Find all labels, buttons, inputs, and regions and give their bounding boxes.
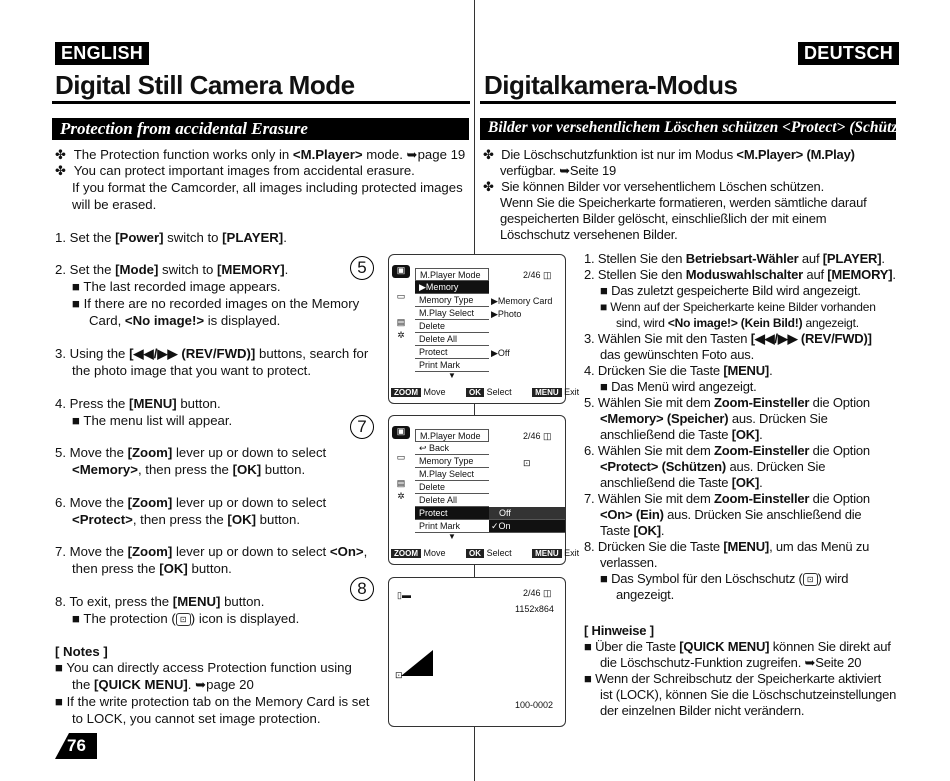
protect-value: ▶Off — [491, 348, 510, 358]
de-step-6-line-2: <Protect> (Schützen) aus. Drücken Sie — [600, 459, 826, 474]
menu-item-delete-all[interactable]: Delete All — [415, 333, 489, 346]
image-resolution: 1152x864 — [515, 604, 554, 614]
square-bullet-icon: ■ — [600, 379, 608, 394]
de-step-5-line-3: anschließend die Taste [OK]. — [600, 427, 763, 442]
de-note-2-line-3: der einzelnen Bilder nicht verändern. — [600, 703, 805, 718]
file-number: 100-0002 — [515, 700, 554, 710]
screen-number-7: 7 — [350, 415, 374, 439]
player-mode-icon: ▣ — [392, 265, 410, 278]
scroll-down-icon: ▼ — [448, 532, 456, 541]
de-bullet-2-line-3: gespeicherten Bilder gelöscht, einschließlich der mit einem — [500, 211, 827, 226]
player-mode-icon: ▣ — [392, 426, 410, 439]
de-step-4a: ■ Das Menü wird angezeigt. — [600, 379, 757, 394]
ok-key: OK — [466, 388, 484, 397]
image-counter: 2/46 ◫ — [523, 431, 552, 441]
en-step-3: 3. Using the [◀◀/▶▶ (REV/FWD)] buttons, search for — [55, 346, 369, 361]
de-note-1: ■ Über die Taste [QUICK MENU] können Sie direkt auf — [584, 639, 891, 654]
en-step-6-line-2: <Protect>, then press the [OK] button. — [72, 512, 300, 527]
de-step-1: 1. Stellen Sie den Betriebsart-Wähler auf [PLAYER]. — [584, 251, 885, 266]
card-icon: ◫ — [543, 270, 552, 280]
memory-icon: ▭ — [396, 452, 406, 462]
de-step-7: 7. Wählen Sie mit dem Zoom-Einsteller die Option — [584, 491, 870, 506]
menu-key: MENU — [532, 549, 562, 558]
en-bullet-2-line-2: If you format the Camcorder, all images including protected images — [72, 180, 463, 195]
en-note-2: ■ If the write protection tab on the Memory Card is set — [55, 694, 370, 709]
en-step-7-line-2: then press the [OK] button. — [72, 561, 232, 576]
mplay-select-value: ▶Photo — [491, 309, 522, 319]
en-step-2b-line-2: Card, <No image!> is displayed. — [89, 313, 281, 328]
en-step-3-line-2: the photo image that you want to protect. — [72, 363, 311, 378]
en-step-6: 6. Move the [Zoom] lever up or down to select — [55, 495, 327, 510]
title-rule-de — [480, 101, 896, 104]
de-step-5-line-2: <Memory> (Speicher) aus. Drücken Sie — [600, 411, 828, 426]
menu-item-memory[interactable]: ▶Memory — [415, 281, 489, 294]
section-title-en: Protection from accidental Erasure — [52, 118, 469, 140]
en-bullet-2-line-3: will be erased. — [72, 197, 157, 212]
option-off[interactable]: Off — [489, 507, 565, 520]
image-counter: 2/46 ◫ — [523, 588, 552, 598]
menu-item-protect[interactable]: Protect — [415, 346, 489, 359]
en-step-5: 5. Move the [Zoom] lever up or down to select — [55, 445, 327, 460]
cross-bullet-icon: ✤ — [55, 147, 67, 162]
de-step-6: 6. Wählen Sie mit dem Zoom-Einsteller die Option — [584, 443, 870, 458]
battery-icon: ▯▬ — [397, 590, 411, 600]
en-note-2-line-2: to LOCK, you cannot set image protection. — [72, 711, 321, 726]
cross-bullet-icon: ✤ — [483, 147, 494, 162]
menu-item-mplay-select[interactable]: M.Play Select — [415, 307, 489, 320]
cross-bullet-icon: ✤ — [55, 163, 67, 178]
en-note-1-line-2: the [QUICK MENU]. ➥page 20 — [72, 677, 254, 692]
en-notes-title: [ Notes ] — [55, 644, 108, 659]
menu-item-protect[interactable]: Protect — [415, 507, 489, 520]
en-step-8a: ■ The protection ( ⊡ ) icon is displayed. — [72, 611, 300, 626]
gear-icon: ✲ — [397, 330, 405, 340]
en-step-7: 7. Move the [Zoom] lever up or down to select <On>, — [55, 544, 368, 559]
de-step-8a: ■ Das Symbol für den Löschschutz ( ⊡ ) wird — [600, 571, 849, 586]
screen-footer: ZOOM Move OK Select MENU Exit — [391, 387, 563, 399]
menu-item-print-mark[interactable]: Print Mark — [415, 359, 489, 372]
protect-lock-icon: ⊡ — [176, 613, 191, 626]
screen-5-menu — [388, 254, 580, 404]
option-on[interactable]: ✓On — [489, 520, 565, 533]
title-rule-en — [52, 101, 470, 104]
de-bullet-2-line-4: Löschschutz versehenen Bilder. — [500, 227, 678, 242]
square-bullet-icon: ■ — [72, 611, 80, 626]
page-number — [55, 733, 97, 759]
protect-options — [489, 507, 565, 533]
menu-item-mplay-select[interactable]: M.Play Select — [415, 468, 489, 481]
square-bullet-icon: ■ — [600, 571, 608, 586]
screen-footer: ZOOM Move OK Select MENU Exit — [391, 548, 563, 560]
screen-number-5: 5 — [350, 256, 374, 280]
square-bullet-icon: ■ — [55, 694, 63, 709]
de-step-5: 5. Wählen Sie mit dem Zoom-Einsteller die Option — [584, 395, 870, 410]
menu-item-delete[interactable]: Delete — [415, 481, 489, 494]
square-bullet-icon: ■ — [55, 660, 63, 675]
en-note-1: ■ You can directly access Protection function using — [55, 660, 352, 675]
square-bullet-icon: ■ — [72, 413, 80, 428]
screen-number-8: 8 — [350, 577, 374, 601]
de-notes-title: [ Hinweise ] — [584, 623, 654, 638]
menu-item-print-mark[interactable]: Print Mark — [415, 520, 489, 533]
menu-item-memory-type[interactable]: Memory Type — [415, 455, 489, 468]
card-icon: ◫ — [543, 588, 552, 598]
side-icons — [392, 426, 410, 504]
de-step-8: 8. Drücken Sie die Taste [MENU], um das Menü zu — [584, 539, 870, 554]
de-step-2: 2. Stellen Sie den Moduswahlschalter auf [MEMORY]. — [584, 267, 896, 282]
page-number-text: 76 — [67, 736, 86, 755]
square-bullet-icon: ■ — [584, 639, 592, 654]
de-step-6-line-3: anschließend die Taste [OK]. — [600, 475, 763, 490]
protect-lock-icon: ⊡ — [395, 670, 403, 680]
section-title-de: Bilder vor versehentlichem Löschen schützen <Protect> (Schützen) — [480, 118, 896, 140]
menu-item-delete[interactable]: Delete — [415, 320, 489, 333]
zoom-key: ZOOM — [391, 388, 421, 397]
menu-header: M.Player Mode — [415, 429, 489, 442]
memory-icon: ▭ — [396, 291, 406, 301]
de-step-7-line-3: Taste [OK]. — [600, 523, 665, 538]
de-step-2a: ■ Das zuletzt gespeicherte Bild wird angezeigt. — [600, 283, 861, 298]
side-icons — [392, 265, 410, 343]
screen-7-menu — [388, 415, 580, 565]
en-step-4: 4. Press the [MENU] button. — [55, 396, 221, 411]
menu-item-delete-all[interactable]: Delete All — [415, 494, 489, 507]
tv-icon: ▤ — [396, 317, 406, 327]
en-step-1: 1. Set the [Power] switch to [PLAYER]. — [55, 230, 287, 245]
card-icon: ◫ — [543, 431, 552, 441]
menu-item-memory-type[interactable]: Memory Type — [415, 294, 489, 307]
en-step-2b: ■ If there are no recorded images on the Memory — [72, 296, 360, 311]
de-step-8-line-2: verlassen. — [600, 555, 658, 570]
de-step-3-line-2: das gewünschten Foto aus. — [600, 347, 754, 362]
image-counter: 2/46 ◫ — [523, 270, 552, 280]
de-step-4: 4. Drücken Sie die Taste [MENU]. — [584, 363, 773, 378]
square-bullet-icon: ■ — [600, 300, 608, 314]
square-bullet-icon: ■ — [600, 283, 608, 298]
menu-key: MENU — [532, 388, 562, 397]
en-bullet-1: ✤ The Protection function works only in <M.Player> mode. ➥page 19 — [55, 147, 466, 162]
en-step-4a: ■ The menu list will appear. — [72, 413, 233, 428]
de-bullet-1-line-2: verfügbar. ➥Seite 19 — [500, 163, 617, 178]
de-note-2-line-2: ist (LOCK), können Sie die Löschschutzeinstellungen — [600, 687, 897, 702]
page-title-en: Digital Still Camera Mode — [55, 70, 355, 100]
de-note-2: ■ Wenn der Schreibschutz der Speicherkarte aktiviert — [584, 671, 882, 686]
square-bullet-icon: ■ — [72, 296, 80, 311]
screen-5-menu-list — [415, 268, 489, 380]
en-step-8: 8. To exit, press the [MENU] button. — [55, 594, 265, 609]
de-bullet-2: ✤ Sie können Bilder vor versehentlichem Löschen schützen. — [483, 179, 824, 194]
square-bullet-icon: ■ — [584, 671, 592, 686]
cross-bullet-icon: ✤ — [483, 179, 494, 194]
menu-item-back[interactable]: ↩ Back — [415, 442, 489, 455]
de-step-2b-line-2: sind, wird <No image!> (Kein Bild!) angezeigt. — [616, 316, 859, 330]
tv-icon: ▤ — [396, 478, 406, 488]
deutsch-tag: DEUTSCH — [798, 42, 899, 65]
screen-8-playback — [388, 577, 566, 727]
pointer-triangle-icon — [401, 648, 435, 678]
zoom-key: ZOOM — [391, 549, 421, 558]
english-tag: ENGLISH — [55, 42, 149, 65]
scroll-down-icon: ▼ — [448, 371, 456, 380]
gear-icon: ✲ — [397, 491, 405, 501]
de-step-7-line-2: <On> (Ein) aus. Drücken Sie anschließend die — [600, 507, 862, 522]
en-bullet-2: ✤ You can protect important images from accidental erasure. — [55, 163, 415, 178]
de-step-2b: ■ Wenn auf der Speicherkarte keine Bilder vorhanden — [600, 300, 876, 314]
protect-lock-icon: ⊡ — [803, 573, 818, 586]
de-step-8a-line-2: angezeigt. — [616, 587, 674, 602]
de-bullet-2-line-2: Wenn Sie die Speicherkarte formatieren, werden sämtliche darauf — [500, 195, 867, 210]
en-step-2a: ■ The last recorded image appears. — [72, 279, 281, 294]
en-step-5-line-2: <Memory>, then press the [OK] button. — [72, 462, 306, 477]
menu-header: M.Player Mode — [415, 268, 489, 281]
en-step-2: 2. Set the [Mode] switch to [MEMORY]. — [55, 262, 289, 277]
page-title-de: Digitalkamera-Modus — [484, 70, 738, 100]
de-step-3: 3. Wählen Sie mit den Tasten [◀◀/▶▶ (REV/FWD)] — [584, 331, 872, 346]
ok-key: OK — [466, 549, 484, 558]
protect-lock-icon: ⊡ — [523, 458, 531, 468]
de-note-1-line-2: die Löschschutz-Funktion zugreifen. ➥Seite 20 — [600, 655, 862, 670]
screen-7-menu-list — [415, 429, 489, 541]
square-bullet-icon: ■ — [72, 279, 80, 294]
memory-type-value: ▶Memory Card — [491, 296, 553, 306]
de-bullet-1: ✤ Die Löschschutzfunktion ist nur im Modus <M.Player> (M.Play) — [483, 147, 855, 162]
